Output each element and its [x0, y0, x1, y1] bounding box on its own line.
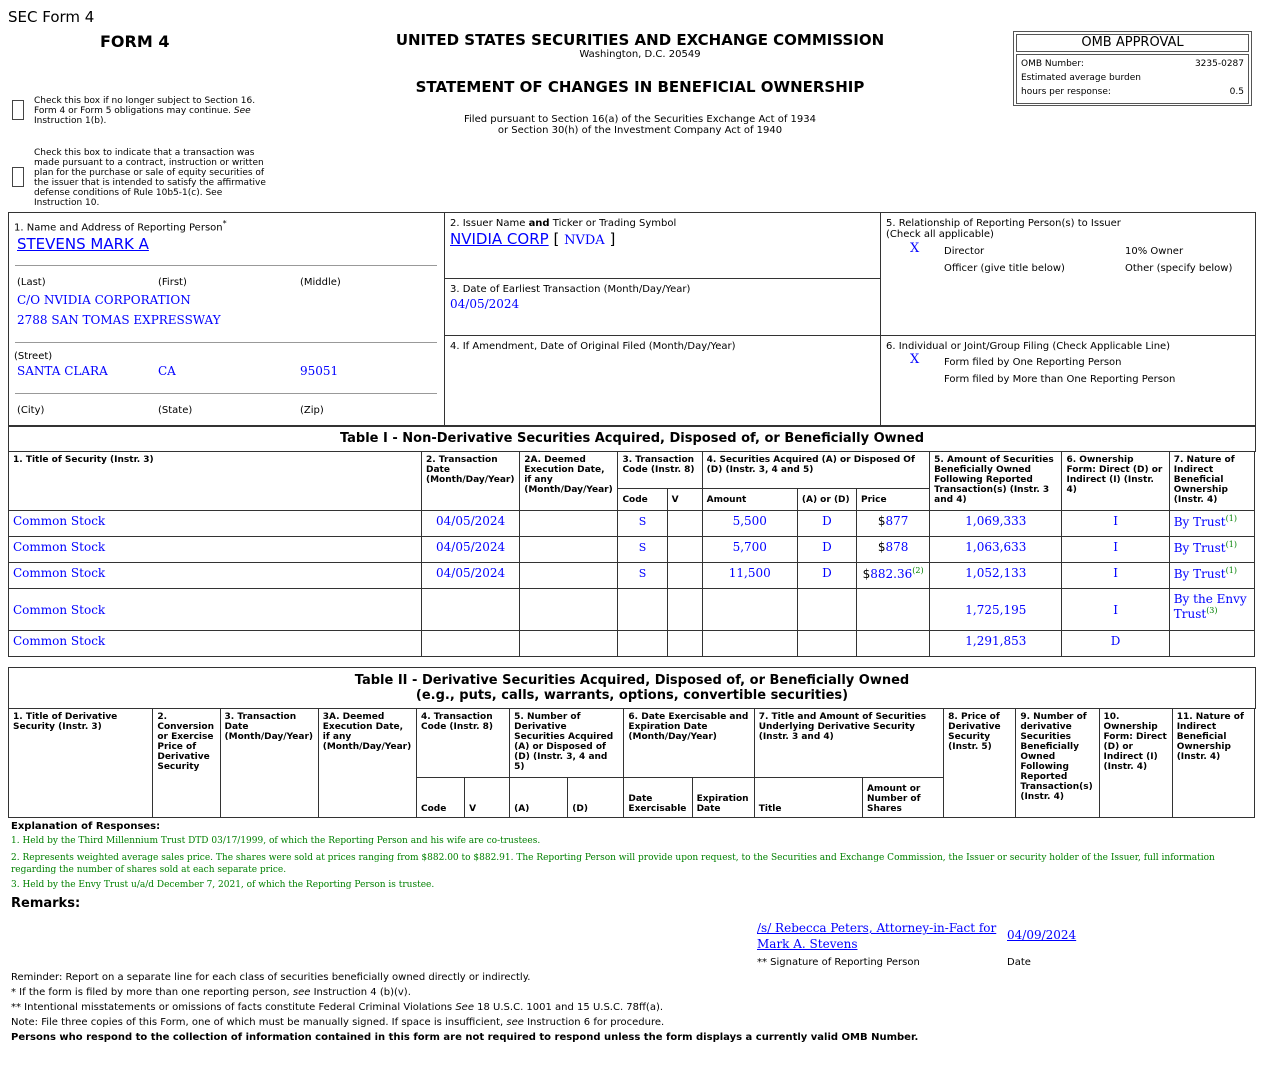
t1-cell-owned	[930, 589, 1062, 631]
price-value: 877	[885, 514, 909, 528]
t1-cell-code-value: S	[638, 541, 647, 554]
nature-value: By Trust	[1173, 541, 1226, 555]
t2-sub-amount: Amount or Number of Shares	[862, 778, 943, 818]
t1-cell-deemed	[520, 589, 618, 631]
t1-cell-v	[667, 537, 702, 563]
t1-cell-nature	[1169, 537, 1254, 563]
t1-cell-date	[421, 537, 519, 563]
note2-a: ** Intentional misstatements or omissions of facts constitute Federal Criminal Violations	[11, 1002, 453, 1013]
nature-footnote: (1)	[1225, 566, 1237, 575]
earliest-date-value: 04/05/2024	[450, 297, 520, 311]
t1-cell-date	[421, 589, 519, 631]
t1-cell-title-value: Common Stock	[13, 566, 106, 580]
city-value: SANTA CLARA	[17, 364, 108, 378]
t1-cell-amount	[702, 631, 797, 657]
t2-col-code: 4. Transaction Code (Instr. 8)	[416, 709, 509, 778]
city-divider	[15, 393, 437, 394]
t1-cell-owned-value: 1,052,133	[965, 566, 1027, 580]
reporting-person-label-text: 1. Name and Address of Reporting Person	[14, 222, 223, 234]
issuer-label-a: 2. Issuer Name	[450, 218, 526, 229]
t2-col-number: 5. Number of Derivative Securities Acquired (A) or Disposed of (D) (Instr. 3, 4 and 5)	[510, 709, 624, 778]
t1-cell-amount	[702, 511, 797, 537]
t1-cell-owned	[930, 537, 1062, 563]
nature-footnote: (3)	[1206, 606, 1218, 615]
t1-cell-code	[618, 631, 667, 657]
agency-name: UNITED STATES SECURITIES AND EXCHANGE COMMISSION	[395, 31, 885, 49]
t1-sub-code: Code	[618, 489, 667, 511]
table-row	[9, 631, 1255, 657]
t1-cell-nature	[1169, 631, 1254, 657]
t1-cell-form	[1062, 537, 1169, 563]
middle-label: (Middle)	[300, 277, 341, 288]
t1-cell-date-value: 04/05/2024	[436, 566, 506, 580]
section16-text-a: Check this box if no longer subject to Section 16. Form 4 or Form 5 obligations may continue.	[34, 96, 256, 116]
remarks-title: Remarks:	[11, 896, 81, 911]
t1-sub-ad: (A) or (D)	[797, 489, 856, 511]
t1-cell-code-value: S	[638, 567, 647, 580]
omb-burden-value: 0.5	[1229, 87, 1244, 97]
note3-b: Instruction 6 for procedure.	[527, 1017, 665, 1028]
t2-col-deemed: 3A. Deemed Execution Date, if any (Month/Day/Year)	[318, 709, 416, 818]
price-footnote: (2)	[912, 566, 924, 575]
t1-cell-title-value: Common Stock	[13, 540, 106, 554]
t1-cell-title	[9, 537, 422, 563]
signature-label: ** Signature of Reporting Person	[757, 957, 920, 968]
state-label: (State)	[158, 405, 193, 416]
t2-col-exercisable: 6. Date Exercisable and Expiration Date (Month/Day/Year)	[624, 709, 754, 778]
reminder-text: Reminder: Report on a separate line for each class of securities beneficially owned directly or indirectly.	[11, 972, 531, 983]
t1-cell-nature	[1169, 511, 1254, 537]
t1-col-owned: 5. Amount of Securities Beneficially Owned Following Reported Transaction(s) (Instr. 3 and 4)	[930, 452, 1062, 511]
t1-cell-date	[421, 631, 519, 657]
t1-cell-code	[618, 511, 667, 537]
t1-cell-form-value: D	[1110, 634, 1121, 648]
date-label: Date	[1007, 957, 1031, 968]
issuer-label	[450, 218, 676, 229]
t1-cell-v	[667, 589, 702, 631]
t2-col-title: 1. Title of Derivative Security (Instr. 3)	[9, 709, 153, 818]
statement-title: STATEMENT OF CHANGES IN BENEFICIAL OWNERSHIP	[415, 78, 865, 96]
section16-text-b: Instruction 1(b).	[34, 116, 107, 126]
zip-value: 95051	[300, 364, 339, 378]
relationship-label-2: (Check all applicable)	[886, 229, 994, 240]
t1-cell-nature	[1169, 589, 1254, 631]
t1-cell-v	[667, 631, 702, 657]
nature-footnote: (1)	[1225, 514, 1237, 523]
relationship-label	[886, 218, 1121, 240]
t2-col-date: 3. Transaction Date (Month/Day/Year)	[220, 709, 318, 818]
t1-cell-form	[1062, 589, 1169, 631]
t2-sub-code: Code	[416, 778, 464, 818]
relationship-label-1: 5. Relationship of Reporting Person(s) to Issuer	[886, 218, 1121, 229]
reporting-person-box	[9, 213, 445, 425]
t1-cell-title-value: Common Stock	[13, 634, 106, 648]
t1-cell-title	[9, 511, 422, 537]
footnote-2: 2. Represents weighted average sales price. The shares were sold at prices ranging from $882.00 to $882.91. The Reporting Person will provide upon request, to the Securities and Exchange Commission, the Issuer or security holder of the Issuer, full information regarding the number of shares sold at each separate price.	[11, 853, 1215, 875]
t1-cell-ad-value: D	[822, 514, 832, 528]
t2-sub-v: V	[465, 778, 510, 818]
one-person-label: Form filed by One Reporting Person	[944, 357, 1122, 368]
t1-cell-amount-value: 5,500	[732, 514, 767, 528]
t1-cell-title	[9, 563, 422, 589]
table2-title-2: (e.g., puts, calls, warrants, options, convertible securities)	[415, 688, 849, 703]
t1-cell-price	[857, 537, 930, 563]
earliest-date-label: 3. Date of Earliest Transaction (Month/Day/Year)	[450, 284, 691, 295]
rule10b5-checkbox[interactable]	[12, 167, 24, 191]
price-dollar: $	[862, 567, 871, 581]
t1-cell-ad	[797, 589, 856, 631]
table1-title: Table I - Non-Derivative Securities Acquired, Disposed of, or Beneficially Owned	[339, 431, 925, 446]
t1-cell-form	[1062, 511, 1169, 537]
name-divider	[15, 265, 437, 266]
t1-col-date: 2. Transaction Date (Month/Day/Year)	[421, 452, 519, 511]
signature-link[interactable]: /s/ Rebecca Peters, Attorney-in-Fact for Mark A. Stevens	[757, 921, 997, 951]
filed-pursuant-1: Filed pursuant to Section 16(a) of the Securities Exchange Act of 1934	[464, 114, 816, 125]
t2-sub-title: Title	[754, 778, 862, 818]
t1-sub-price: Price	[857, 489, 930, 511]
table1-title-box	[8, 426, 1256, 452]
table-row	[9, 511, 1255, 537]
t1-cell-price	[857, 589, 930, 631]
t1-cell-owned-value: 1,069,333	[965, 514, 1027, 528]
zip-label: (Zip)	[300, 405, 324, 416]
issuer-label-and: and	[528, 218, 550, 229]
t2-col-ownership: 10. Ownership Form: Direct (D) or Indirect (I) (Instr. 4)	[1099, 709, 1172, 818]
footnote-3: 3. Held by the Envy Trust u/a/d December 7, 2021, of which the Reporting Person is trustee.	[11, 880, 435, 890]
t1-cell-ad	[797, 537, 856, 563]
t1-cell-code-value: S	[638, 515, 647, 528]
note3-a: Note: File three copies of this Form, one of which must be manually signed. If space is insufficient,	[11, 1017, 504, 1028]
t1-cell-form-value: I	[1113, 540, 1118, 554]
t1-cell-v	[667, 563, 702, 589]
t1-col-code: 3. Transaction Code (Instr. 8)	[618, 452, 702, 489]
ticker-symbol: NVDA	[564, 233, 605, 248]
table1	[8, 451, 1255, 657]
state-value: CA	[158, 364, 176, 378]
relationship-box	[881, 213, 1255, 336]
t1-cell-title-value: Common Stock	[13, 602, 106, 617]
t1-col-deemed: 2A. Deemed Execution Date, if any (Month/Day/Year)	[520, 452, 618, 511]
t1-cell-form	[1062, 631, 1169, 657]
address-line-2: 2788 SAN TOMAS EXPRESSWAY	[17, 313, 221, 327]
t1-cell-code	[618, 537, 667, 563]
t1-col-title: 1. Title of Security (Instr. 3)	[9, 452, 422, 511]
t1-cell-owned-value: 1,063,633	[965, 540, 1027, 554]
sec-form-label: SEC Form 4	[8, 8, 95, 26]
t1-cell-date	[421, 563, 519, 589]
reporting-person-star: *	[222, 219, 227, 228]
ten-pct-owner-label: 10% Owner	[1125, 246, 1184, 257]
issuer-name-row	[450, 230, 615, 248]
note1-a: * If the form is filed by more than one reporting person,	[11, 987, 290, 998]
t1-cell-ad	[797, 511, 856, 537]
t1-cell-price	[857, 511, 930, 537]
t2-col-nature: 11. Nature of Indirect Beneficial Ownership (Instr. 4)	[1172, 709, 1254, 818]
t1-cell-ad	[797, 631, 856, 657]
footer-note-3	[11, 1017, 664, 1028]
ticker-bracket-close: ]	[609, 230, 616, 248]
t2-sub-expiration: Expiration Date	[692, 778, 754, 818]
reporting-person-name-link[interactable]: STEVENS MARK A	[17, 235, 149, 253]
first-label: (First)	[158, 277, 187, 288]
section16-see: See	[233, 106, 251, 116]
t1-cell-v	[667, 511, 702, 537]
officer-label: Officer (give title below)	[944, 263, 1065, 274]
nature-value: By Trust	[1173, 567, 1226, 581]
t1-cell-owned-value: 1,291,853	[965, 634, 1027, 648]
t1-cell-nature	[1169, 563, 1254, 589]
t1-cell-deemed	[520, 537, 618, 563]
t1-cell-owned	[930, 631, 1062, 657]
t2-sub-a: (A)	[510, 778, 568, 818]
agency-block	[340, 31, 940, 136]
price-value: 878	[885, 540, 909, 554]
t1-cell-price	[857, 631, 930, 657]
section16-text	[34, 96, 264, 126]
t2-col-price: 8. Price of Derivative Security (Instr. 5)	[944, 709, 1016, 818]
omb-notice: Persons who respond to the collection of information contained in this form are not required to respond unless the form displays a currently valid OMB Number.	[11, 1032, 919, 1043]
t1-col-ownership: 6. Ownership Form: Direct (D) or Indirect (I) (Instr. 4)	[1062, 452, 1169, 511]
t1-cell-amount-value: 5,700	[732, 540, 767, 554]
amendment-label: 4. If Amendment, Date of Original Filed (Month/Day/Year)	[450, 341, 736, 352]
director-label: Director	[944, 246, 985, 257]
t1-sub-amount: Amount	[702, 489, 797, 511]
filed-pursuant-2: or Section 30(h) of the Investment Company Act of 1940	[497, 125, 783, 136]
omb-burden-label-1: Estimated average burden	[1021, 73, 1141, 83]
footer-note-1	[11, 987, 411, 998]
t1-col-nature: 7. Nature of Indirect Beneficial Ownership (Instr. 4)	[1169, 452, 1254, 511]
reporting-info-grid	[8, 212, 1256, 426]
ticker-bracket-open: [	[553, 230, 560, 248]
t1-cell-date-value: 04/05/2024	[436, 514, 506, 528]
t1-cell-form	[1062, 563, 1169, 589]
t1-cell-title-value: Common Stock	[13, 514, 106, 528]
omb-burden-label-2: hours per response:	[1021, 87, 1111, 97]
table2-title-1: Table II - Derivative Securities Acquired, Disposed of, or Beneficially Owned	[354, 673, 910, 688]
price-value: 882.36	[870, 567, 913, 581]
omb-number-value: 3235-0287	[1194, 59, 1244, 69]
t1-sub-v: V	[667, 489, 702, 511]
table-row	[9, 537, 1255, 563]
t1-cell-owned	[930, 511, 1062, 537]
t1-cell-amount-value: 11,500	[728, 566, 771, 580]
reporting-person-label	[14, 219, 227, 233]
last-label: (Last)	[17, 277, 46, 288]
t2-col-underlying: 7. Title and Amount of Securities Underlying Derivative Security (Instr. 3 and 4)	[754, 709, 943, 778]
t1-cell-title	[9, 589, 422, 631]
t1-cell-price	[857, 563, 930, 589]
t1-cell-form-value: I	[1113, 602, 1118, 617]
t1-cell-deemed	[520, 563, 618, 589]
price-dollar: $	[877, 540, 886, 554]
address-divider	[15, 342, 437, 343]
issuer-name-link[interactable]: NVIDIA CORP	[450, 230, 549, 248]
footnote-1: 1. Held by the Third Millennium Trust DTD 03/17/1999, of which the Reporting Person and his wife are co-trustees.	[11, 836, 541, 846]
other-label: Other (specify below)	[1125, 263, 1233, 274]
issuer-box	[445, 213, 881, 279]
t1-cell-amount	[702, 537, 797, 563]
filing-label: 6. Individual or Joint/Group Filing (Check Applicable Line)	[886, 341, 1171, 352]
t2-sub-d: (D)	[568, 778, 624, 818]
t2-col-conversion: 2. Conversion or Exercise Price of Derivative Security	[153, 709, 220, 818]
rule10b5-text: Check this box to indicate that a transaction was made pursuant to a contract, instruction or written plan for the purchase or sale of equity securities of the issuer that is intended to satisfy the affirmative defense conditions of Rule 10b5-1(c). See Instruction 10.	[34, 148, 266, 208]
t2-sub-exercisable: Date Exercisable	[624, 778, 692, 818]
filing-box	[881, 336, 1255, 425]
t1-cell-ad	[797, 563, 856, 589]
signature-date-link[interactable]: 04/09/2024	[1007, 928, 1077, 942]
t1-cell-owned	[930, 563, 1062, 589]
t1-cell-amount	[702, 589, 797, 631]
t1-cell-code	[618, 589, 667, 631]
amendment-box	[445, 336, 881, 425]
note1-b: Instruction 4 (b)(v).	[313, 987, 411, 998]
omb-details	[1016, 54, 1249, 104]
t1-cell-ad-value: D	[822, 566, 832, 580]
t1-cell-form-value: I	[1113, 514, 1118, 528]
t1-cell-date-value: 04/05/2024	[436, 540, 506, 554]
issuer-label-b: Ticker or Trading Symbol	[552, 218, 677, 229]
street-label: (Street)	[14, 351, 53, 362]
section16-checkbox[interactable]	[12, 100, 24, 124]
t1-cell-deemed	[520, 631, 618, 657]
footer-note-2	[11, 1002, 663, 1013]
t1-cell-owned-value: 1,725,195	[965, 602, 1027, 617]
form-title: FORM 4	[100, 32, 170, 51]
note3-see: see	[506, 1017, 524, 1028]
director-mark: X	[910, 241, 920, 256]
explanation-title: Explanation of Responses:	[11, 821, 161, 832]
earliest-date-box	[445, 279, 881, 336]
t1-cell-title	[9, 631, 422, 657]
t1-cell-form-value: I	[1113, 566, 1118, 580]
note1-see: see	[292, 987, 311, 998]
agency-location: Washington, D.C. 20549	[579, 49, 701, 60]
t1-col-acquired: 4. Securities Acquired (A) or Disposed Of (D) (Instr. 3, 4 and 5)	[702, 452, 930, 489]
t1-cell-deemed	[520, 511, 618, 537]
note2-b: 18 U.S.C. 1001 and 15 U.S.C. 78ff(a).	[477, 1002, 664, 1013]
city-label: (City)	[17, 405, 45, 416]
table-row	[9, 589, 1255, 631]
t1-cell-ad-value: D	[822, 540, 832, 554]
more-person-label: Form filed by More than One Reporting Person	[944, 374, 1176, 385]
address-line-1: C/O NVIDIA CORPORATION	[17, 293, 191, 307]
t1-cell-date	[421, 511, 519, 537]
one-person-mark: X	[910, 352, 920, 367]
t1-cell-code	[618, 563, 667, 589]
t1-cell-amount	[702, 563, 797, 589]
table2	[8, 708, 1255, 818]
nature-value: By the Envy Trust	[1173, 592, 1247, 621]
table2-title-box	[8, 667, 1256, 709]
price-dollar: $	[877, 514, 886, 528]
table-row	[9, 563, 1255, 589]
omb-approval-box	[1013, 31, 1252, 106]
omb-number-label: OMB Number:	[1021, 59, 1084, 69]
nature-footnote: (1)	[1225, 540, 1237, 549]
t2-col-owned: 9. Number of derivative Securities Beneficially Owned Following Reported Transaction(s) (Instr. 4)	[1016, 709, 1099, 818]
note2-see: See	[455, 1002, 474, 1013]
nature-value: By Trust	[1173, 515, 1226, 529]
omb-title: OMB APPROVAL	[1016, 34, 1249, 52]
